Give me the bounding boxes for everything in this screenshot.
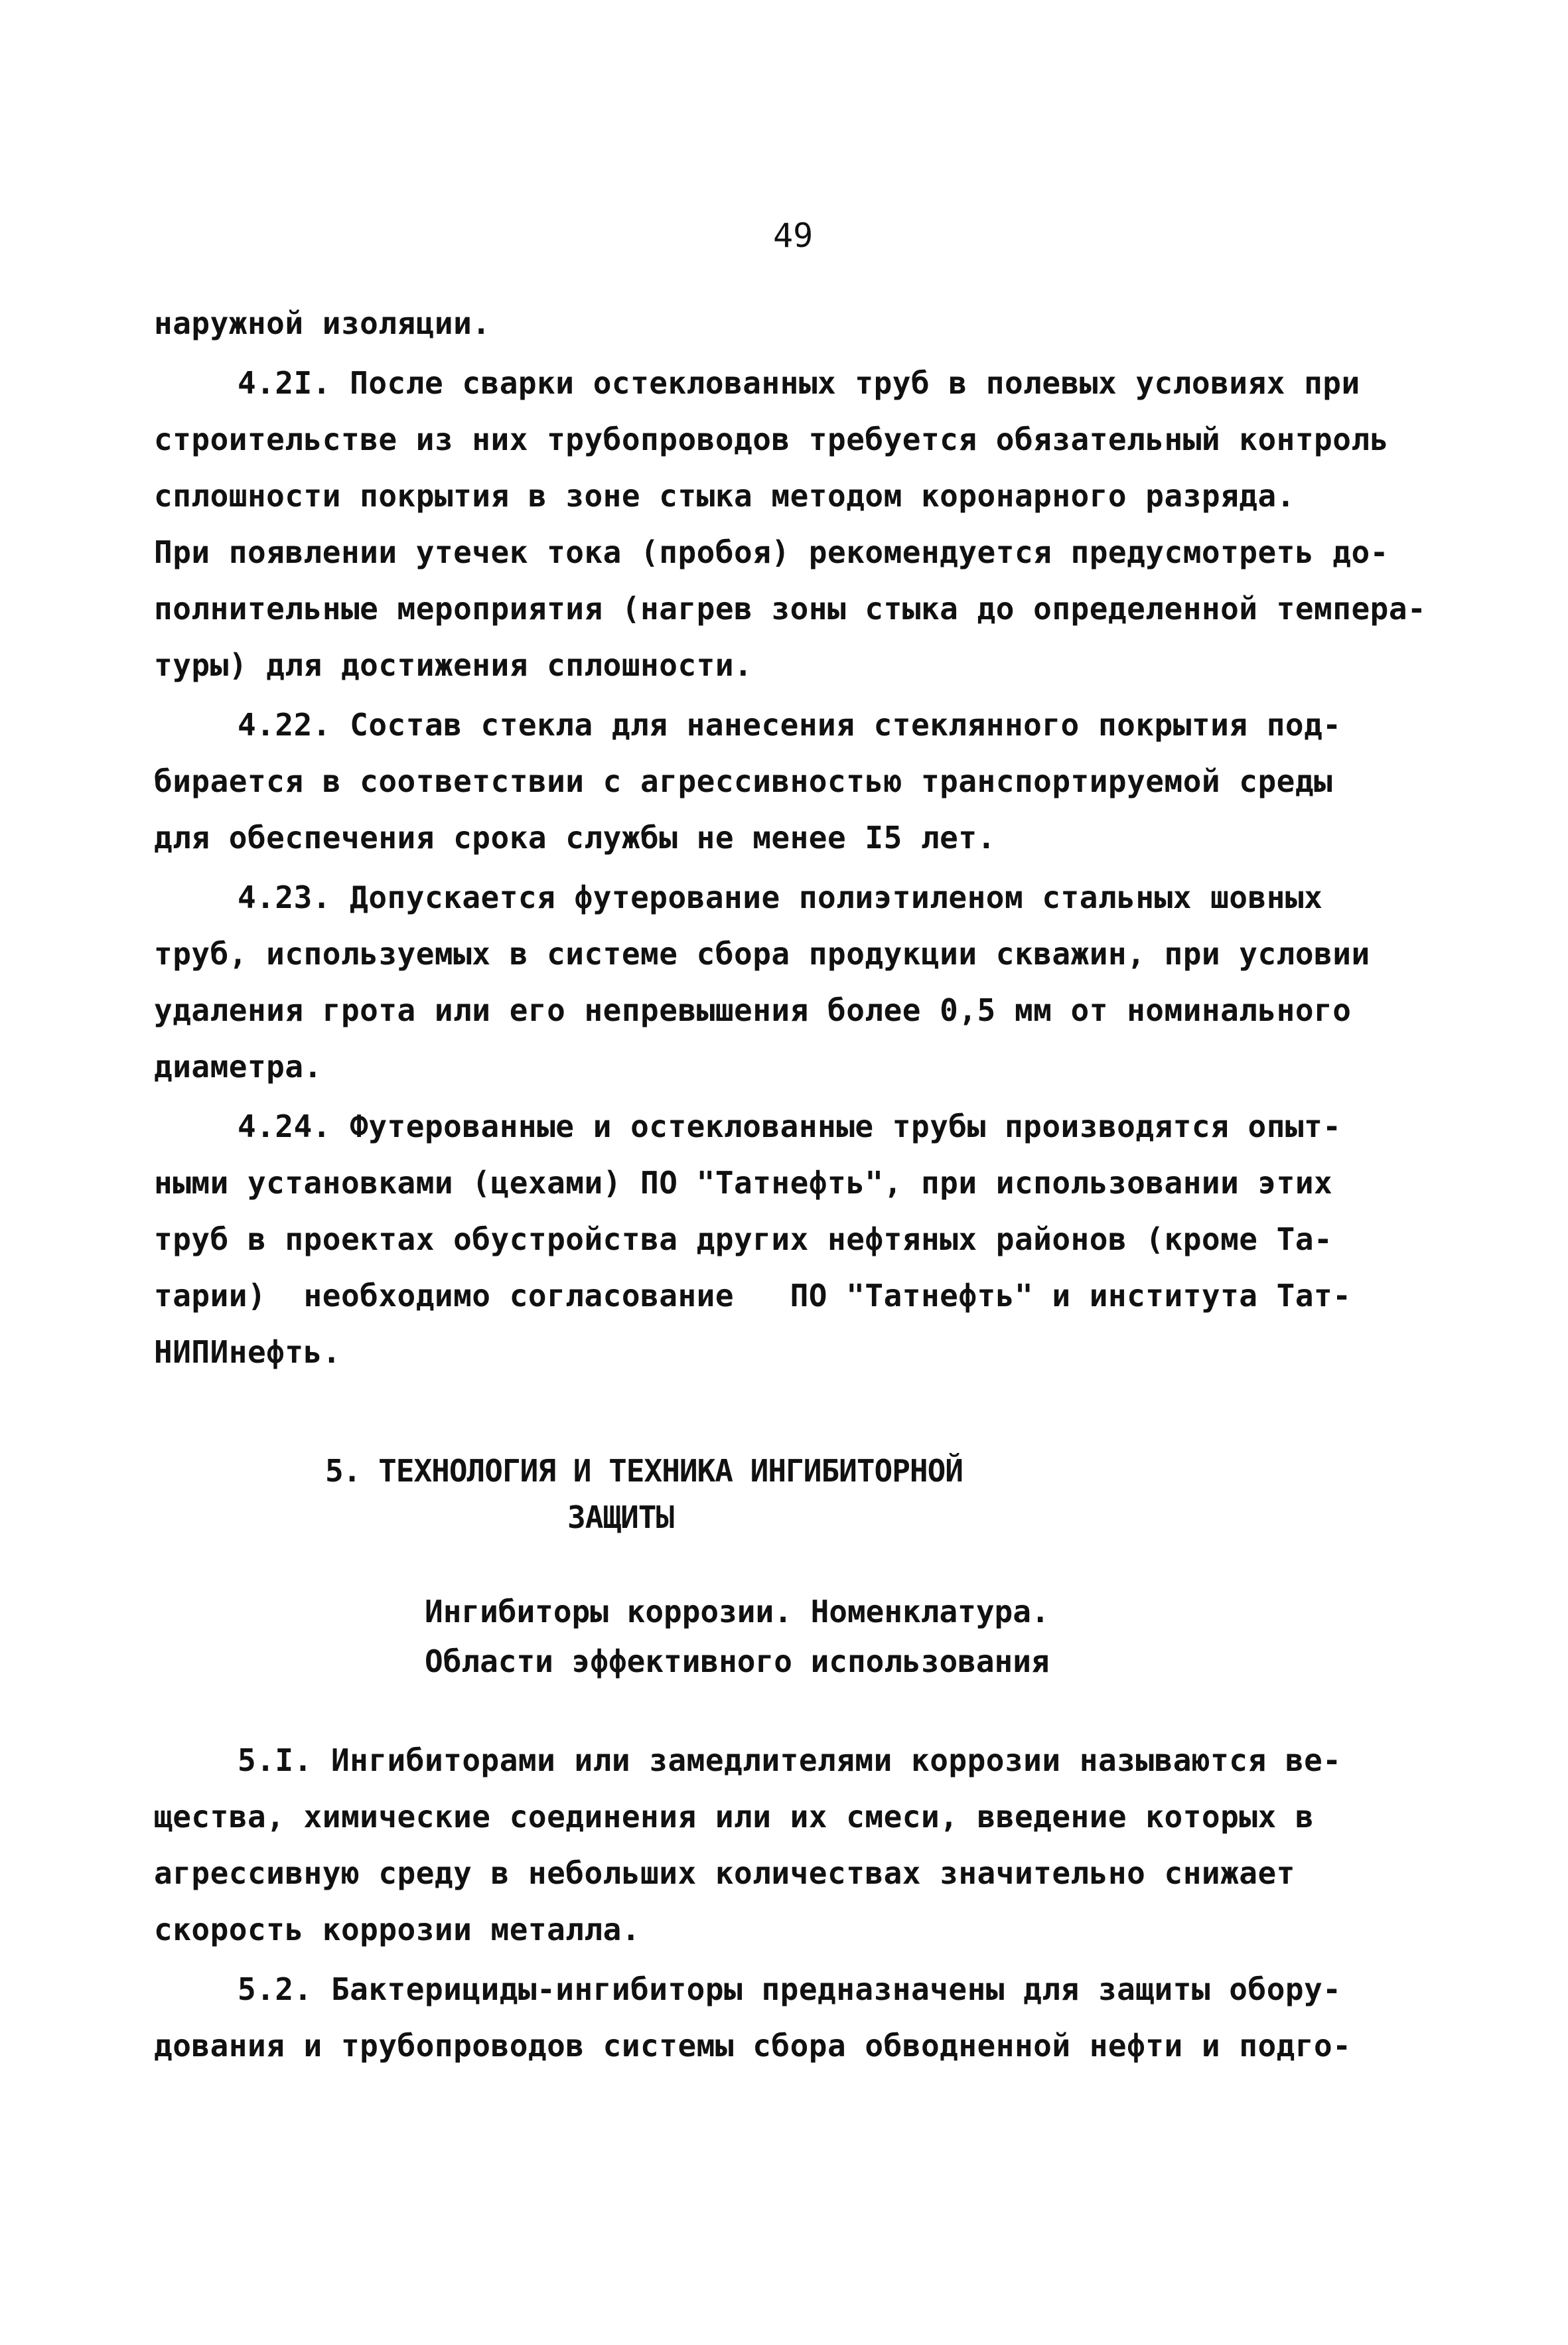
paragraph-4-23-line-4: диаметра. [154, 1049, 322, 1085]
paragraph-5-1-line-4: скорость коррозии металла. [154, 1912, 641, 1947]
paragraph-4-21-line-2: строительстве из них трубопроводов требуется обязательный контроль [154, 421, 1389, 457]
paragraph-4-23-line-1: 4.23. Допускается футерование полиэтиленом стальных шовных [238, 879, 1323, 915]
section-5-subtitle-line-2: Области эффективного использования [425, 1643, 1050, 1679]
paragraph-4-24-line-4: тарии) необходимо согласование ПО "Татнефть" и института Тат- [154, 1278, 1352, 1314]
paragraph-4-24-line-5: НИПИнефть. [154, 1334, 341, 1370]
paragraph-5-1-line-1: 5.I. Ингибиторами или замедлителями коррозии называются ве- [238, 1742, 1342, 1778]
paragraph-4-22-line-1: 4.22. Состав стекла для нанесения стеклянного покрытия под- [238, 707, 1342, 743]
paragraph-4-21-line-6: туры) для достижения сплошности. [154, 647, 753, 683]
paragraph-4-22-line-2: бирается в соответствии с агрессивностью транспортируемой среды [154, 763, 1333, 799]
paragraph-4-24-line-3: труб в проектах обустройства других нефтяных районов (кроме Та- [154, 1221, 1333, 1257]
paragraph-4-24-line-2: ными установками (цехами) ПО "Татнефть", при использовании этих [154, 1165, 1333, 1201]
paragraph-5-2-line-1: 5.2. Бактерициды-ингибиторы предназначены для защиты обору- [238, 1971, 1342, 2007]
section-5-title-line-1: 5. ТЕХНОЛОГИЯ И ТЕХНИКА ИНГИБИТОРНОЙ [325, 1453, 963, 1489]
page-number: 49 [773, 216, 814, 255]
paragraph-4-23-line-3: удаления грота или его непревышения более 0,5 мм от номинального [154, 992, 1352, 1028]
section-5-title-line-2: ЗАЩИТЫ [567, 1499, 674, 1535]
paragraph-4-23-line-2: труб, используемых в системе сбора продукции скважин, при условии [154, 936, 1370, 972]
section-5-subtitle-line-1: Ингибиторы коррозии. Номенклатура. [425, 1594, 1050, 1629]
paragraph-4-21-line-4: При появлении утечек тока (пробоя) рекомендуется предусмотреть до- [154, 534, 1389, 570]
paragraph-5-2-line-2: дования и трубопроводов системы сбора обводненной нефти и подго- [154, 2028, 1352, 2064]
paragraph-4-21-line-5: полнительные мероприятия (нагрев зоны стыка до определенной темпера- [154, 591, 1427, 627]
paragraph-5-1-line-3: агрессивную среду в небольших количествах значительно снижает [154, 1855, 1295, 1891]
paragraph-5-1-line-2: щества, химические соединения или их смеси, введение которых в [154, 1799, 1315, 1835]
text-line: наружной изоляции. [154, 305, 491, 341]
paragraph-4-21-line-1: 4.2I. После сварки остеклованных труб в полевых условиях при [238, 365, 1360, 401]
paragraph-4-21-line-3: сплошности покрытия в зоне стыка методом коронарного разряда. [154, 478, 1295, 514]
paragraph-4-24-line-1: 4.24. Футерованные и остеклованные трубы производятся опыт- [238, 1108, 1342, 1144]
paragraph-4-22-line-3: для обеспечения срока службы не менее I5 лет. [154, 820, 996, 856]
